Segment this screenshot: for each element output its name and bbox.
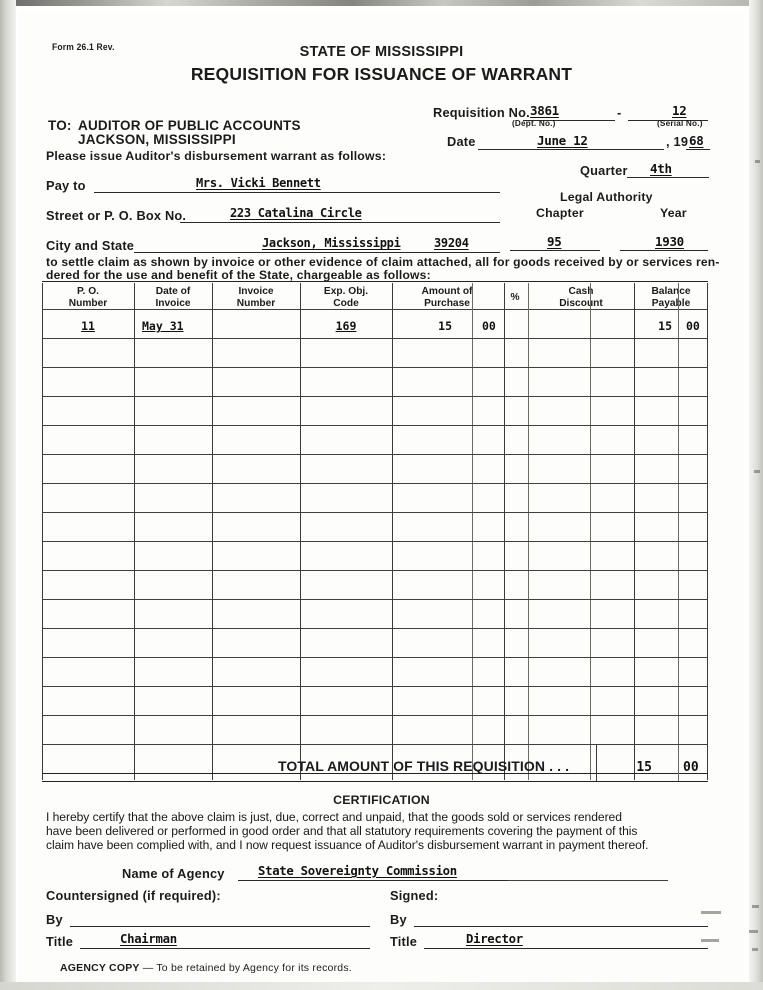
requisition-line-items-table <box>42 283 708 780</box>
certification-line3: claim have been complied with, and I now request issuance of Auditor's disbursement warrant in payment thereof. <box>46 838 649 852</box>
by-label-left: By <box>46 912 63 927</box>
agency-copy-footer <box>60 962 352 974</box>
city-state-rule <box>134 252 500 253</box>
percent-sep <box>528 283 529 780</box>
cell-balance-cents[interactable]: 00 <box>686 319 700 333</box>
scan-speck <box>701 911 721 914</box>
title-rule-right <box>424 948 708 949</box>
column-header-invoice-number <box>212 286 300 309</box>
title-value-right[interactable]: Director <box>466 932 523 946</box>
by-rule-left[interactable] <box>70 926 370 927</box>
row-divider <box>42 628 708 629</box>
city-state-label: City and State <box>46 238 135 253</box>
year-authority-rule <box>620 250 708 251</box>
scan-left-margin <box>0 0 16 990</box>
agency-name-label: Name of Agency <box>122 866 225 881</box>
cell-balance-dollars[interactable]: 15 <box>658 319 672 333</box>
quarter-value[interactable]: 4th <box>650 161 672 176</box>
by-rule-right[interactable] <box>414 926 708 927</box>
footer-rest-label: — To be retained by Agency for its records. <box>139 962 352 974</box>
legal-authority-title: Legal Authority <box>560 190 653 204</box>
col-sep-5 <box>504 283 505 780</box>
row-divider <box>42 715 708 716</box>
col-sep-2 <box>212 283 213 780</box>
cell-amount-cents[interactable]: 00 <box>482 319 496 333</box>
quarter-rule <box>627 177 709 178</box>
certification-line2: have been delivered or performed in good order and that all statutory requirements covering the payment of this <box>46 824 638 838</box>
total-amount-cents: 00 <box>683 760 699 775</box>
col-sep-3 <box>300 283 301 780</box>
title-label-left: Title <box>46 934 74 949</box>
requisition-serial-no-value[interactable]: 12 <box>672 103 687 118</box>
street-value[interactable]: 223 Catalina Circle <box>230 206 362 220</box>
pay-to-value[interactable]: Mrs. Vicki Bennett <box>196 176 321 190</box>
col-date-l1: Date of <box>155 286 191 297</box>
requisition-dash: - <box>617 105 622 120</box>
title-label-right: Title <box>390 934 418 949</box>
agency-name-rule <box>238 880 508 881</box>
agency-name-value[interactable]: State Sovereignty Commission <box>258 864 457 878</box>
certification-title: CERTIFICATION <box>333 793 430 807</box>
row-divider <box>42 338 708 339</box>
row-divider <box>42 512 708 513</box>
cell-amount-dollars[interactable]: 15 <box>438 319 452 333</box>
year-value[interactable]: 68 <box>689 133 704 148</box>
requisition-dept-no-value[interactable]: 3861 <box>530 103 559 118</box>
total-box-left <box>596 745 597 781</box>
certification-line1: I hereby certify that the above claim is just, due, correct and unpaid, that the goods sold or services rendered <box>46 810 622 824</box>
date-label: Date <box>447 134 476 149</box>
total-row-bottom-border <box>42 781 708 782</box>
form-number: Form 26.1 Rev. <box>52 41 115 53</box>
legal-authority-chapter-label: Chapter <box>536 206 584 220</box>
row-divider <box>42 657 708 658</box>
amount-cents-sep <box>472 283 473 780</box>
column-header-po-number <box>42 286 134 309</box>
col-sep-4 <box>392 283 393 780</box>
column-header-date-of-invoice <box>134 286 212 309</box>
col-disc-l1: Cash <box>568 286 594 297</box>
total-amount-label: TOTAL AMOUNT OF THIS REQUISITION . . . <box>278 758 570 774</box>
cell-po-number[interactable]: 11 <box>81 319 95 333</box>
scan-top-edge <box>0 0 763 6</box>
addressee-line2: JACKSON, MISSISSIPPI <box>78 132 236 147</box>
row-divider <box>42 396 708 397</box>
pay-to-rule <box>94 192 500 193</box>
serial-no-caption: (Serial No.) <box>657 119 703 128</box>
agency-name-rule-ext <box>508 880 668 881</box>
col-bal-l2: Payable <box>651 297 691 309</box>
dept-no-caption: (Dept. No.) <box>512 119 556 128</box>
table-header-divider <box>42 309 708 310</box>
quarter-label: Quarter <box>580 163 628 178</box>
row-divider <box>42 367 708 368</box>
cell-date-of-invoice[interactable]: May 31 <box>142 319 184 333</box>
total-amount-dollars: 15 <box>636 760 652 775</box>
scan-speck <box>701 939 719 942</box>
title-rule-left <box>80 948 370 949</box>
scan-speck <box>749 930 758 933</box>
col-disc-l2: Discount <box>559 297 603 309</box>
row-divider <box>42 686 708 687</box>
total-cents-sep <box>678 745 679 781</box>
col-date-l2: Invoice <box>155 297 191 309</box>
to-label: TO: <box>48 118 72 133</box>
cell-exp-obj-code[interactable]: 169 <box>335 319 357 333</box>
col-bal-l1: Balance <box>651 286 691 297</box>
row-divider <box>42 570 708 571</box>
year-prefix: , 19 <box>666 134 689 149</box>
requisition-no-label: Requisition No. <box>433 105 530 120</box>
balance-cents-sep <box>678 283 679 780</box>
page-title-state: STATE OF MISSISSIPPI <box>299 44 464 60</box>
col-pct-l1: % <box>510 292 520 303</box>
column-header-percent <box>504 292 526 304</box>
row-divider <box>42 425 708 426</box>
countersigned-label: Countersigned (if required): <box>46 888 221 903</box>
col-inv-l2: Number <box>236 297 276 309</box>
legal-authority-chapter-value[interactable]: 95 <box>547 234 562 249</box>
table-border-left <box>42 283 43 780</box>
column-header-exp-obj-code <box>300 286 392 309</box>
row-divider <box>42 454 708 455</box>
by-label-right: By <box>390 912 407 927</box>
row-divider <box>42 744 708 745</box>
col-amt-l1: Amount of <box>421 286 473 297</box>
street-label: Street or P. O. Box No. <box>46 208 187 223</box>
page-title: REQUISITION FOR ISSUANCE OF WARRANT <box>190 64 573 84</box>
pay-to-label: Pay to <box>46 178 86 193</box>
legal-authority-year-label: Year <box>660 206 687 220</box>
street-rule <box>180 222 500 223</box>
column-header-cash-discount <box>528 286 634 309</box>
addressee-line1: AUDITOR OF PUBLIC ACCOUNTS <box>78 118 301 133</box>
column-header-amount-of-purchase <box>392 286 502 309</box>
scan-right-margin <box>749 0 763 990</box>
instruction-text: Please issue Auditor's disbursement warrant as follows: <box>46 149 387 163</box>
year-rule <box>686 149 710 150</box>
settle-text-line2: dered for the use and benefit of the State, chargeable as follows: <box>46 268 431 282</box>
scan-speck <box>754 470 760 473</box>
table-border-right <box>707 283 708 780</box>
col-sep-6 <box>634 283 635 780</box>
col-inv-l1: Invoice <box>238 286 274 297</box>
scan-bottom-edge <box>0 982 763 990</box>
row-divider <box>42 483 708 484</box>
settle-text-line1: to settle claim as shown by invoice or other evidence of claim attached, all for goods received by or services ren- <box>46 255 720 269</box>
legal-authority-year-value[interactable]: 1930 <box>655 234 684 249</box>
col-po-l2: Number <box>68 297 108 309</box>
date-rule <box>478 149 664 150</box>
scan-speck <box>755 160 760 163</box>
discount-cents-sep <box>590 283 591 780</box>
signed-label: Signed: <box>390 888 439 903</box>
col-exp-l1: Exp. Obj. <box>323 286 369 297</box>
col-sep-1 <box>134 283 135 780</box>
date-value[interactable]: June 12 <box>537 133 588 148</box>
col-po-l1: P. O. <box>77 286 99 297</box>
scan-speck <box>752 905 759 908</box>
city-state-value[interactable]: Jackson, Mississippi <box>262 236 401 250</box>
zip-value[interactable]: 39204 <box>434 236 469 250</box>
scan-speck <box>752 948 758 951</box>
table-top-border <box>42 281 708 282</box>
footer-bold-label: AGENCY COPY <box>60 962 140 974</box>
column-header-balance-payable <box>634 286 708 309</box>
chapter-rule <box>510 250 600 251</box>
col-exp-l2: Code <box>333 297 359 309</box>
col-amt-l2: Purchase <box>424 297 470 309</box>
row-divider <box>42 599 708 600</box>
row-divider <box>42 541 708 542</box>
title-value-left[interactable]: Chairman <box>120 932 177 946</box>
